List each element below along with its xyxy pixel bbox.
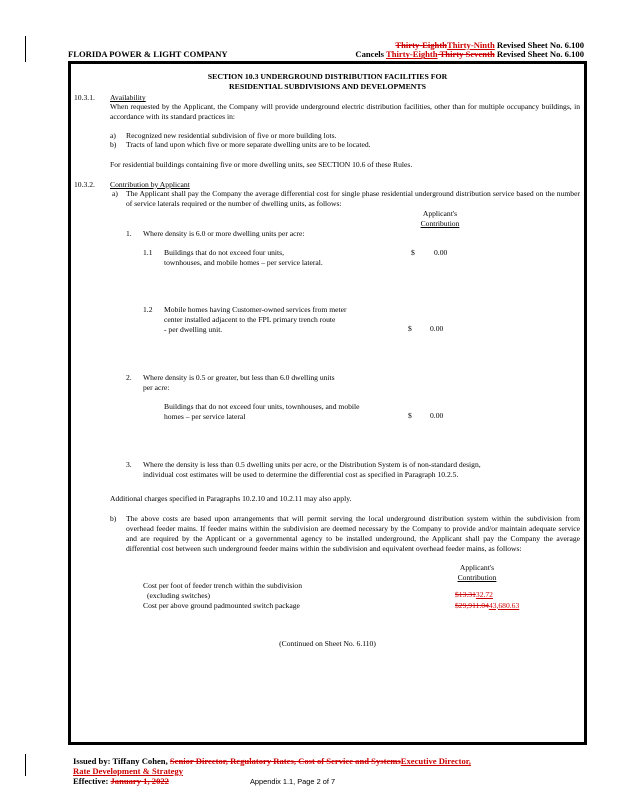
issued-by-continued: Rate Development & Strategy	[73, 765, 184, 776]
item11-number: 1.1	[143, 247, 153, 257]
s1031-note: For residential buildings containing five or more dwelling units, see SECTION 10.6 of these Rules.	[110, 159, 413, 169]
item11-value: 0.00	[434, 247, 448, 257]
item11-text: Buildings that do not exceed four units, townhouses, and mobile homes – per service lateral.	[164, 247, 323, 267]
item12-number: 1.2	[143, 305, 153, 315]
s1032-heading: Contribution by Applicant	[110, 179, 190, 189]
s1031-b-text: Tracts of land upon which five or more separate dwelling units are to be located.	[126, 140, 371, 150]
company-name: FLORIDA POWER & LIGHT COMPANY	[68, 49, 228, 60]
cost1-value: $13.3132.72	[455, 589, 493, 599]
item2-number: 2.	[126, 372, 132, 382]
s1032-a-text: The Applicant shall pay the Company the average differential cost for single phase residential underground distribution service based on the number of service laterals required or the number of dwelling units, as follows:	[126, 188, 580, 208]
additional-charges: Additional charges specified in Paragraphs 10.2.10 and 10.2.11 may also apply.	[110, 493, 352, 503]
cost2-value: $29,911.0443,680.63	[455, 600, 520, 610]
item3-number: 3.	[126, 459, 132, 469]
s1031-a-label: a)	[110, 131, 116, 141]
item21-text: Buildings that do not exceed four units, townhouses, and mobile homes – per service lateral	[164, 402, 360, 422]
item11-currency: $	[411, 247, 415, 257]
s1031-number: 10.3.1.	[74, 93, 95, 103]
item2-text: Where density is 0.5 or greater, but less than 6.0 dwelling units per acre:	[143, 372, 335, 392]
item3-text: Where the density is less than 0.5 dwelling units per acre, or the Distribution System is of non-standard design, individual cost estimates will be used to determine the differential cost as specified in Paragraph 10.2.5.	[143, 459, 481, 479]
item21-value: 0.00	[430, 411, 444, 421]
sheet-revision: Thirty-EighthThirty-Ninth Revised Sheet No. 6.100	[395, 39, 584, 50]
item12-currency: $	[408, 324, 412, 334]
b-contribution-col-head: Applicant's Contribution	[457, 562, 497, 582]
item21-currency: $	[408, 411, 412, 421]
s1031-a-text: Recognized new residential subdivision of five or more building lots.	[126, 131, 337, 141]
change-bar-top	[25, 36, 26, 62]
contribution-col-head: Applicant's Contribution	[420, 209, 460, 229]
s1031-heading: Availability	[110, 93, 146, 103]
item12-value: 0.00	[430, 324, 444, 334]
s1031-b-label: b)	[110, 140, 117, 150]
item12-text: Mobile homes having Customer-owned services from meter center installed adjacent to the FPL primary trench route - per dwelling unit.	[164, 305, 347, 335]
item1-number: 1.	[126, 228, 132, 238]
continued-note: (Continued on Sheet No. 6.110)	[279, 639, 376, 649]
issued-by: Issued by: Tiffany Cohen, Senior Director, Regulatory Rates, Cost of Service and SystemsExecutive Director,	[73, 755, 471, 766]
appendix-page: Appendix 1.1, Page 2 of 7	[250, 777, 336, 787]
s1031-paragraph: When requested by the Applicant, the Company will provide underground electric distribution facilities, other than for multiple occupancy buildings, in accordance with its standard practices in:	[110, 102, 580, 122]
cost2-text: Cost per above ground padmounted switch package	[143, 600, 300, 610]
section-title: SECTION 10.3 UNDERGROUND DISTRIBUTION FACILITIES FOR RESIDENTIAL SUBDIVISIONS AND DEVELOPMENTS	[207, 71, 448, 91]
s1032-number: 10.3.2.	[74, 179, 95, 189]
cost1-text: Cost per foot of feeder trench within the subdivision (excluding switches)	[143, 580, 303, 600]
s1032-b-label: b)	[110, 513, 117, 523]
effective-date: Effective: January 1, 2022	[73, 775, 169, 786]
item1-text: Where density is 6.0 or more dwelling units per acre:	[143, 228, 305, 238]
s1032-b-text: The above costs are based upon arrangements that will permit serving the local underground distribution system within the subdivision from overhead feeder mains. If feeder mains within the subdivision are deemed necessary by the Company to provide and/or maintain adequate service and are required by the Applicant or a governmental agency to be installed underground, the Applicant shall pay the Company the average differential cost between such underground feeder mains within the subdivision and equivalent overhead feeder mains, as follows:	[126, 513, 580, 553]
s1032-a-label: a)	[112, 188, 118, 198]
change-bar-bottom	[25, 754, 26, 776]
cancels-line: Cancels Thirty-Eighth Thirty Seventh Revised Sheet No. 6.100	[355, 49, 584, 60]
